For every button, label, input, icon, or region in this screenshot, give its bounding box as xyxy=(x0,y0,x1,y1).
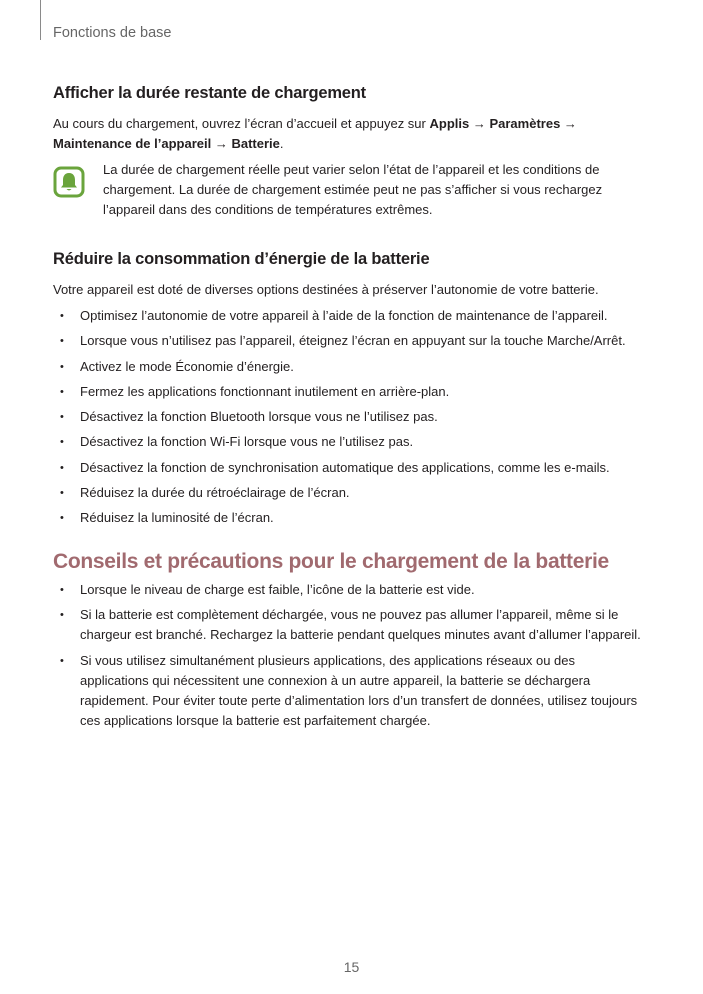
list-item xyxy=(53,432,643,452)
arrow-icon: → xyxy=(563,116,577,131)
instructions-paragraph xyxy=(53,114,623,154)
menu-path-parametres: Paramètres xyxy=(489,116,561,131)
list-item-text: Désactivez la fonction Bluetooth lorsque vous ne l’utilisez pas. xyxy=(80,409,438,425)
arrow-icon: → xyxy=(214,136,228,151)
bullet-icon: • xyxy=(60,487,64,500)
bullet-icon: • xyxy=(60,411,64,424)
list-item xyxy=(53,580,643,600)
header-rule xyxy=(40,0,41,40)
bullet-icon: • xyxy=(60,461,64,474)
menu-path-maintenance: Maintenance de l’appareil xyxy=(53,136,212,151)
list-item xyxy=(53,651,643,731)
list-item-text: Si la batterie est complètement déchargée, vous ne pouvez pas allumer l’appareil, même si le chargeur est branché. Rechargez la batterie pendant quelques minutes avant d’allumer l’appareil. xyxy=(80,607,641,643)
list-item-text: Désactivez la fonction Wi-Fi lorsque vous ne l’utilisez pas. xyxy=(80,434,414,450)
list-item-text: Désactivez la fonction de synchronisation automatique des applications, comme les e-mails. xyxy=(80,459,610,475)
list-item-text: Réduisez la durée du rétroéclairage de l’écran. xyxy=(80,485,350,501)
bullet-icon: • xyxy=(60,310,64,322)
arrow-icon: → xyxy=(472,116,486,131)
period: . xyxy=(279,136,284,151)
list-item-text: Fermez les applications fonctionnant inutilement en arrière-plan. xyxy=(80,383,450,399)
list-item-text: Lorsque le niveau de charge est faible, l’icône de la batterie est vide. xyxy=(80,582,475,597)
list-item-text: Activez le mode Économie d’énergie. xyxy=(80,358,294,374)
menu-path-batterie: Batterie xyxy=(231,136,280,151)
bullet-icon: • xyxy=(60,335,64,348)
heading-remaining-charge-time: Afficher la durée restante de chargement xyxy=(53,84,366,102)
section-header: Fonctions de base xyxy=(53,25,172,41)
list-item xyxy=(53,357,643,377)
list-item xyxy=(53,508,643,528)
page-number: 15 xyxy=(343,959,360,975)
bullet-icon: • xyxy=(60,436,64,449)
list-item xyxy=(53,331,643,351)
list-item-text: Réduisez la luminosité de l’écran. xyxy=(80,510,274,526)
bullet-icon: • xyxy=(60,584,64,596)
bullet-icon: • xyxy=(60,360,64,373)
list-item xyxy=(53,483,643,503)
list-item xyxy=(53,605,643,645)
bullet-icon: • xyxy=(60,654,64,667)
bullet-icon: • xyxy=(60,609,64,622)
note-text: La durée de chargement réelle peut varier selon l’état de l’appareil et les conditions de chargement. La durée de chargement estimée peut ne pas s’afficher si vous rechargez l’appareil dans des conditions de températures extrêmes. xyxy=(103,162,603,217)
list-item-text: Lorsque vous n’utilisez pas l’appareil, éteignez l’écran en appuyant sur la touche Marche/Arrêt. xyxy=(80,333,626,349)
list-item xyxy=(53,407,643,427)
charging-tips-list xyxy=(53,580,643,736)
list-item xyxy=(53,458,643,478)
list-item xyxy=(53,306,643,326)
heading-charging-tips: Conseils et précautions pour le chargement de la batterie xyxy=(53,550,609,573)
list-item-text: Si vous utilisez simultanément plusieurs applications, des applications réseaux ou des applications qui nécessitent une connexion à un autre appareil, la batterie se déchargera rapidement. Pour éviter toute perte d’alimentation lors d’un transfert de données, utilisez toujours ces applications lorsque la batterie est parfaitement chargée. xyxy=(80,652,638,728)
power-saving-list xyxy=(53,306,643,534)
bell-icon xyxy=(53,166,85,198)
heading-reduce-consumption: Réduire la consommation d’énergie de la batterie xyxy=(53,250,430,268)
reduce-intro: Votre appareil est doté de diverses options destinées à préserver l’autonomie de votre batterie. xyxy=(53,282,599,297)
instructions-text: Au cours du chargement, ouvrez l’écran d’accueil et appuyez sur xyxy=(53,116,430,131)
bullet-icon: • xyxy=(60,385,64,398)
menu-path-applis: Applis xyxy=(429,116,470,131)
bullet-icon: • xyxy=(60,512,64,525)
list-item xyxy=(53,382,643,402)
list-item-text: Optimisez l’autonomie de votre appareil à l’aide de la fonction de maintenance de l’appareil. xyxy=(80,308,608,323)
